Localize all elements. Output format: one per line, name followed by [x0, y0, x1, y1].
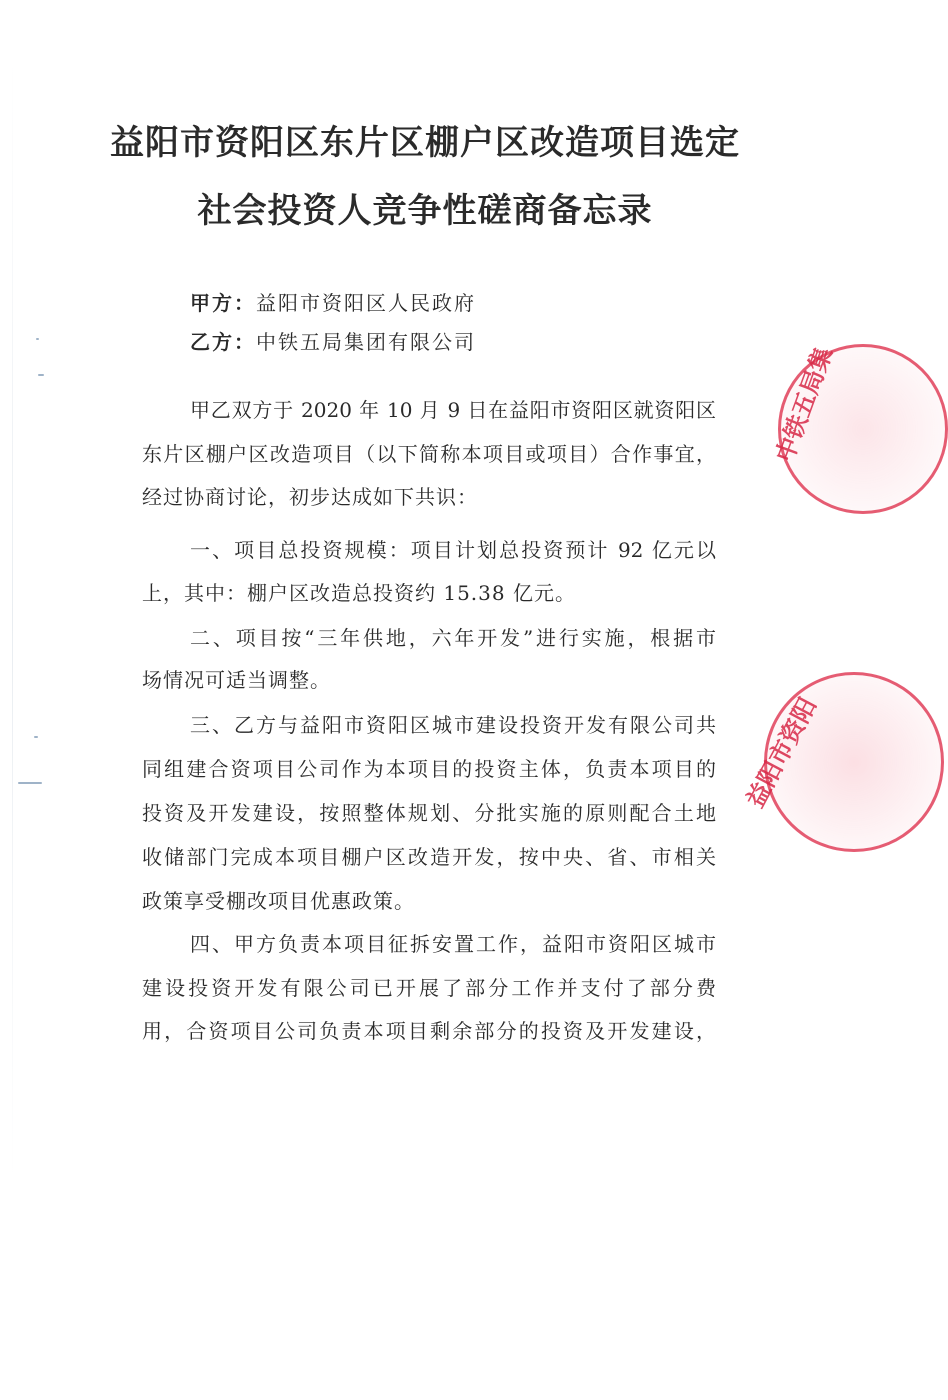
body-line: 建设投资开发有限公司已开展了部分工作并支付了部分费 [142, 976, 716, 1000]
document-title-line-1: 益阳市资阳区东片区棚户区改造项目选定 [110, 123, 740, 163]
body-line: 一、项目总投资规模：项目计划总投资预计 92 亿元以 [190, 538, 716, 562]
party-b-name: 中铁五局集团有限公司 [256, 330, 476, 354]
document-title-line-2: 社会投资人竞争性磋商备忘录 [197, 191, 653, 231]
body-line: 二、项目按“三年供地，六年开发”进行实施，根据市 [190, 626, 716, 650]
scan-speck [18, 782, 42, 784]
body-line: 场情况可适当调整。 [142, 668, 331, 692]
body-line: 甲乙双方于 2020 年 10 月 9 日在益阳市资阳区就资阳区 [190, 398, 716, 422]
body-line: 四、甲方负责本项目征拆安置工作，益阳市资阳区城市 [190, 932, 716, 956]
party-a-name: 益阳市资阳区人民政府 [256, 291, 476, 315]
party-a [190, 287, 476, 316]
body-line: 上，其中：棚户区改造总投资约 15.38 亿元。 [142, 581, 576, 605]
company-seal-stamp [769, 343, 948, 514]
body-line: 用，合资项目公司负责本项目剩余部分的投资及开发建设， [142, 1019, 716, 1043]
party-b [190, 326, 476, 355]
scan-speck [34, 736, 38, 738]
body-line: 同组建合资项目公司作为本项目的投资主体，负责本项目的 [142, 757, 716, 781]
body-line: 投资及开发建设，按照整体规划、分批实施的原则配合土地 [142, 801, 716, 825]
government-seal-stamp [740, 672, 944, 852]
body-line: 东片区棚户区改造项目（以下简称本项目或项目）合作事宜， [142, 442, 716, 466]
party-b-label: 乙方： [190, 330, 256, 354]
scan-speck [38, 374, 44, 376]
body-line: 三、乙方与益阳市资阳区城市建设投资开发有限公司共 [190, 713, 716, 737]
party-a-label: 甲方： [190, 291, 256, 315]
body-line: 经过协商讨论，初步达成如下共识： [142, 485, 478, 509]
scan-speck [36, 338, 39, 340]
seal-2-text: 益阳市资阳 [740, 692, 823, 813]
body-line: 收储部门完成本项目棚户区改造开发，按中央、省、市相关 [142, 845, 716, 869]
seal-1-text: 中铁五局集 [769, 343, 838, 466]
body-line: 政策享受棚改项目优惠政策。 [142, 889, 415, 913]
